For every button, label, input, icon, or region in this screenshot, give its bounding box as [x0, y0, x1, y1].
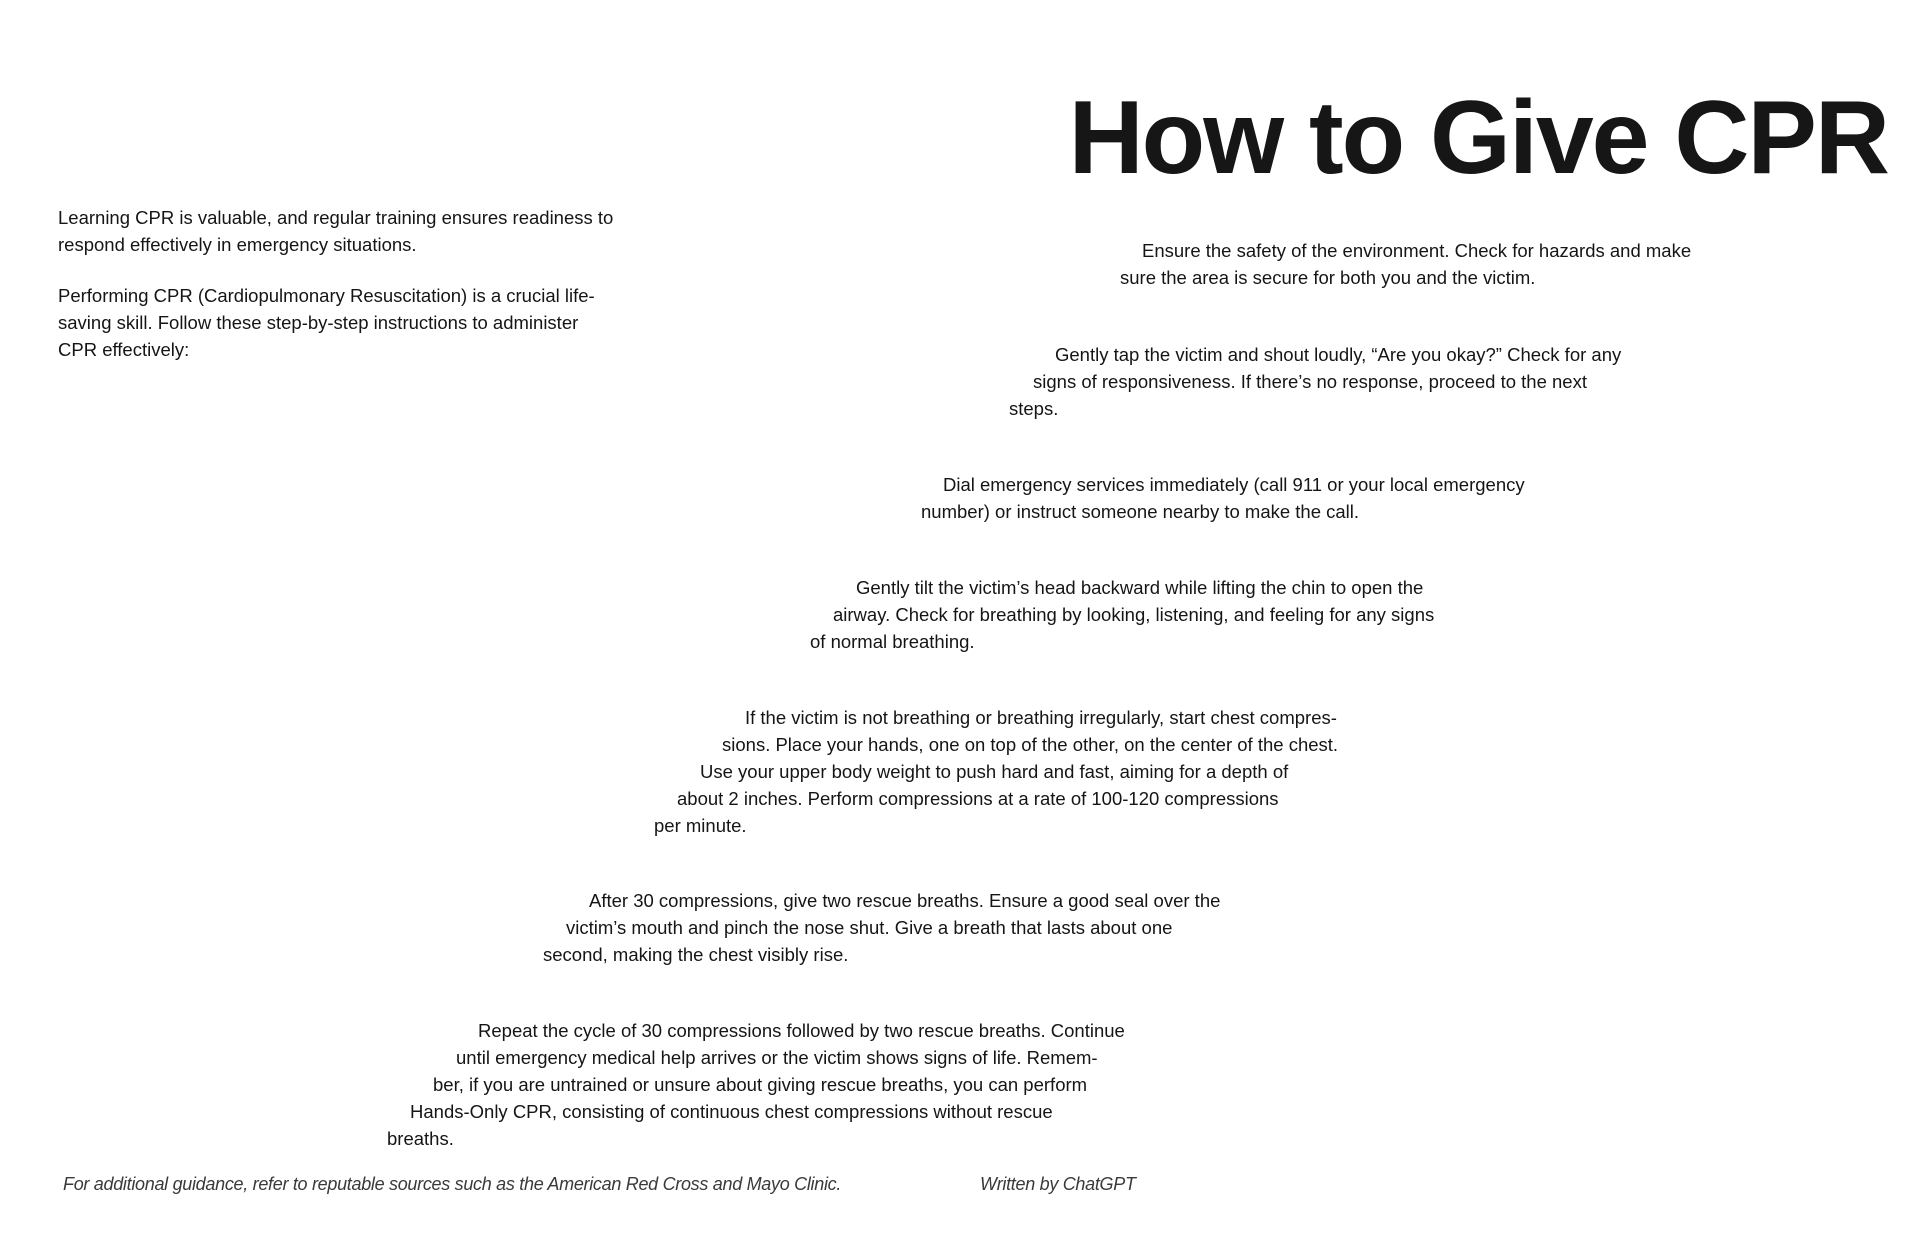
step-line: victim’s mouth and pinch the nose shut. Give a breath that lasts about one	[566, 917, 1173, 938]
intro-line: saving skill. Follow these step-by-step instructions to administer	[58, 312, 579, 333]
footer-note: For additional guidance, refer to reputable sources such as the American Red Cross and Mayo Clinic.	[63, 1174, 842, 1194]
step-line: Dial emergency services immediately (call 911 or your local emergency	[943, 474, 1525, 495]
intro-line: Learning CPR is valuable, and regular training ensures readiness to	[58, 207, 614, 228]
step-line: sure the area is secure for both you and the victim.	[1120, 267, 1536, 288]
step-line: ber, if you are untrained or unsure about giving rescue breaths, you can perform	[433, 1074, 1088, 1095]
step-line: about 2 inches. Perform compressions at a rate of 100-120 compressions	[677, 788, 1279, 809]
intro-line: CPR effectively:	[58, 339, 190, 360]
intro-paragraph-1	[58, 204, 638, 258]
step-line: Gently tilt the victim’s head backward while lifting the chin to open the	[856, 577, 1424, 598]
intro-line: Performing CPR (Cardiopulmonary Resuscitation) is a crucial life-	[58, 285, 595, 306]
step-line: number) or instruct someone nearby to make the call.	[921, 501, 1360, 522]
intro-line: respond effectively in emergency situations.	[58, 234, 417, 255]
step-line: After 30 compressions, give two rescue breaths. Ensure a good seal over the	[589, 890, 1221, 911]
step-line: second, making the chest visibly rise.	[543, 944, 849, 965]
step-line: per minute.	[654, 815, 747, 836]
step-line: steps.	[1009, 398, 1059, 419]
step-line: until emergency medical help arrives or the victim shows signs of life. Remem-	[456, 1047, 1098, 1068]
step-line: Repeat the cycle of 30 compressions followed by two rescue breaths. Continue	[478, 1020, 1125, 1041]
step-line: If the victim is not breathing or breathing irregularly, start chest compres-	[745, 707, 1337, 728]
step-line: Ensure the safety of the environment. Check for hazards and make	[1142, 240, 1692, 261]
intro-section	[58, 204, 638, 387]
intro-paragraph-2	[58, 282, 638, 363]
step-line: Hands-Only CPR, consisting of continuous chest compressions without rescue	[410, 1101, 1053, 1122]
step-line: sions. Place your hands, one on top of the other, on the center of the chest.	[722, 734, 1339, 755]
step-line: Gently tap the victim and shout loudly, “Are you okay?” Check for any	[1055, 344, 1622, 365]
step-line: signs of responsiveness. If there’s no response, proceed to the next	[1033, 371, 1587, 392]
step-line: Use your upper body weight to push hard and fast, aiming for a depth of	[700, 761, 1289, 782]
step-line: airway. Check for breathing by looking, listening, and feeling for any signs	[833, 604, 1435, 625]
page-title: How to Give CPR	[1068, 80, 1888, 196]
footer-credit: Written by ChatGPT	[980, 1174, 1136, 1194]
step-line: of normal breathing.	[810, 631, 975, 652]
step-line: breaths.	[387, 1128, 454, 1149]
